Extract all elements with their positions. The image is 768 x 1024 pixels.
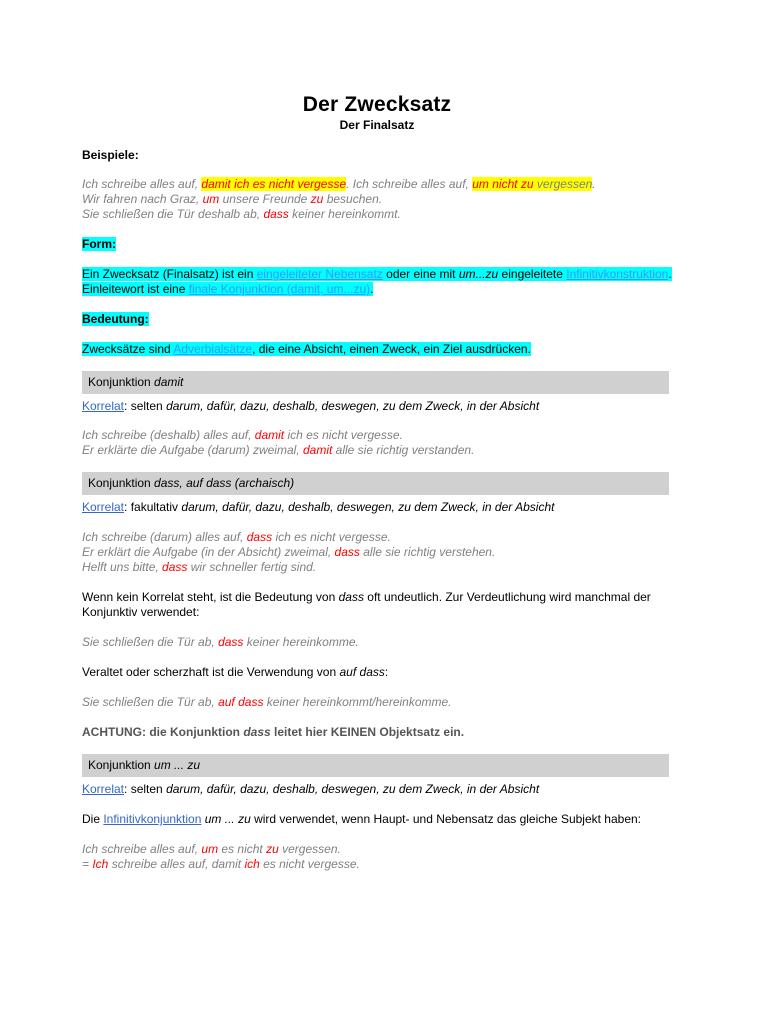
umzu-note: Die Infinitivkonjunktion um ... zu wird verwendet, wenn Haupt- und Nebensatz das gleiche Subjekt haben:: [82, 812, 642, 826]
bedeutung-text: Zwecksätze sind Adverbialsätze, die eine Absicht, einen Zweck, ein Ziel ausdrücken.: [82, 342, 531, 356]
dass-example-5: Sie schließen die Tür ab, auf dass keiner hereinkommt/hereinkomme.: [82, 695, 452, 709]
page-title: Der Zwecksatz: [302, 93, 452, 116]
link-adverbialsaetze[interactable]: Adverbialsätze: [173, 342, 253, 356]
dass-example-2: Er erklärt die Aufgabe (in der Absicht) zweimal, dass alle sie richtig verstehen.: [82, 545, 496, 559]
korrelat-damit: Korrelat: selten darum, dafür, dazu, deshalb, deswegen, zu dem Zweck, in der Absicht: [82, 399, 540, 413]
section-header-umzu: Konjunktion um ... zu: [82, 754, 669, 777]
section-header-dass: Konjunktion dass, auf dass (archaisch): [82, 472, 669, 495]
bedeutung-label: Bedeutung:: [82, 312, 149, 326]
dass-note-1: Wenn kein Korrelat steht, ist die Bedeutung von dass oft undeutlich. Zur Verdeutlichung wird manchmal der Konjunktiv verwendet:: [82, 590, 651, 619]
damit-example-2: Er erklärte die Aufgabe (darum) zweimal, damit alle sie richtig verstanden.: [82, 443, 475, 457]
beispiel-line-1: Ich schreibe alles auf, damit ich es nicht vergesse. Ich schreibe alles auf, um nicht zu vergessen.: [82, 177, 596, 191]
document-content: [82, 92, 672, 872]
umzu-example-2: = Ich schreibe alles auf, damit ich es nicht vergesse.: [82, 857, 360, 871]
damit-example-1: Ich schreibe (deshalb) alles auf, damit ich es nicht vergesse.: [82, 428, 403, 442]
korrelat-dass: Korrelat: fakultativ darum, dafür, dazu, deshalb, deswegen, zu dem Zweck, in der Absicht: [82, 500, 555, 514]
section-header-damit: Konjunktion damit: [82, 371, 669, 394]
form-text: Ein Zwecksatz (Finalsatz) ist ein eingeleiteter Nebensatz oder eine mit um...zu eingeleitete Infinitivkonstruktion. Einleitewort ist eine finale Konjunktion (damit, um...zu).: [82, 267, 672, 296]
achtung-warning: ACHTUNG: die Konjunktion dass leitet hier KEINEN Objektsatz ein.: [82, 725, 465, 739]
link-korrelat[interactable]: Korrelat: [82, 500, 125, 514]
umzu-example-1: Ich schreibe alles auf, um es nicht zu vergessen.: [82, 842, 341, 856]
link-korrelat[interactable]: Korrelat: [82, 782, 125, 796]
link-infinitivkonstruktion[interactable]: Infinitivkonstruktion: [566, 267, 669, 281]
dass-example-1: Ich schreibe (darum) alles auf, dass ich es nicht vergesse.: [82, 530, 391, 544]
beispiele-label: Beispiele:: [82, 148, 139, 162]
beispiel-line-2: Wir fahren nach Graz, um unsere Freunde zu besuchen.: [82, 192, 383, 206]
link-infinitivkonjunktion[interactable]: Infinitivkonjunktion: [103, 812, 202, 826]
dass-example-4: Sie schließen die Tür ab, dass keiner hereinkomme.: [82, 635, 359, 649]
dass-note-2: Veraltet oder scherzhaft ist die Verwendung von auf dass:: [82, 665, 389, 679]
beispiel-line-3: Sie schließen die Tür deshalb ab, dass keiner hereinkommt.: [82, 207, 401, 221]
link-korrelat[interactable]: Korrelat: [82, 399, 125, 413]
link-eingeleiteter-nebensatz[interactable]: eingeleiteter Nebensatz: [256, 267, 383, 281]
page-subtitle: Der Finalsatz: [339, 118, 415, 132]
dass-example-3: Helft uns bitte, dass wir schneller fertig sind.: [82, 560, 317, 574]
link-finale-konjunktion[interactable]: finale Konjunktion (damit, um...zu): [188, 282, 371, 296]
form-label: Form:: [82, 237, 116, 251]
korrelat-umzu: Korrelat: selten darum, dafür, dazu, deshalb, deswegen, zu dem Zweck, in der Absicht: [82, 782, 540, 796]
